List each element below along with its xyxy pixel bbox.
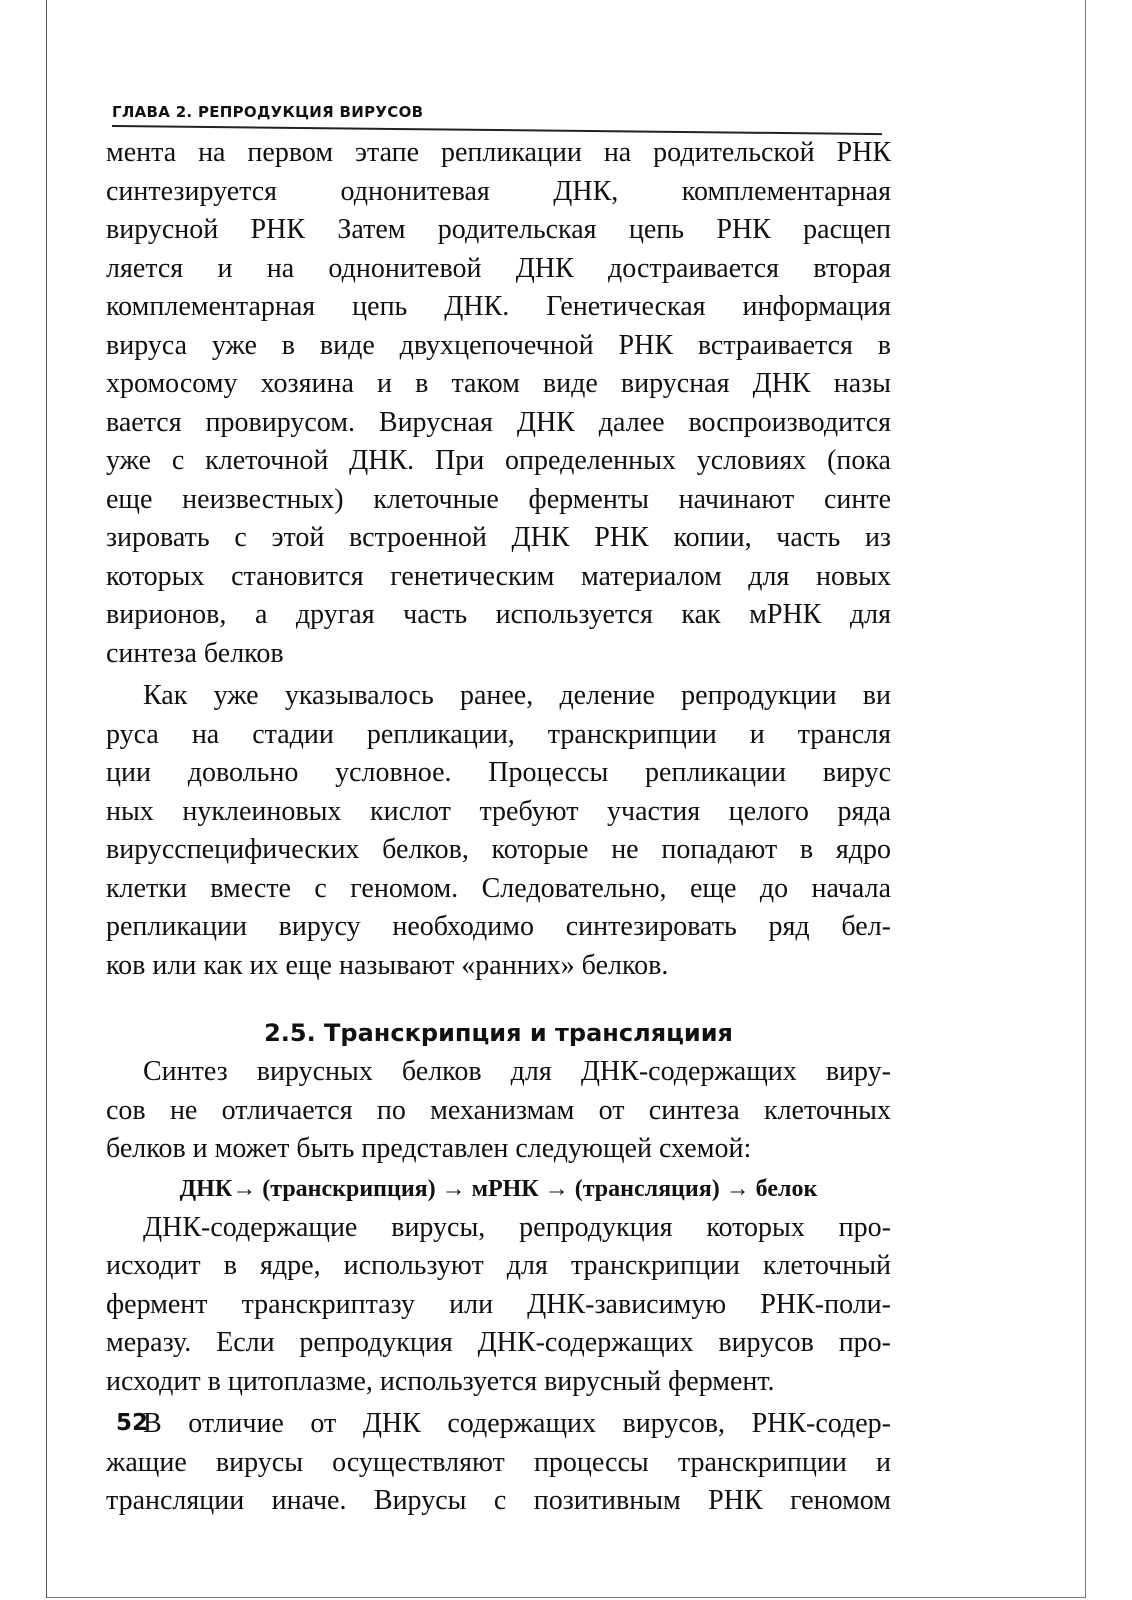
paragraph-3 bbox=[106, 1053, 891, 1169]
text-line: которых становится генетическим материалом для новых bbox=[106, 560, 891, 592]
text-line: вирусспецифических белков, которые не попадают в ядро bbox=[106, 834, 891, 865]
text-line: клетки вместе с геномом. Следовательно, еще до начала bbox=[106, 872, 891, 904]
text-line: белков и может быть представлен следующей схемой: bbox=[106, 1133, 752, 1164]
text-line: синтезируется однонитевая ДНК, комплементарная bbox=[106, 175, 891, 207]
text-line: репликации вирусу необходимо синтезировать ряд бел- bbox=[106, 911, 891, 942]
text-line: В отличие от ДНК содержащих вирусов, РНК-содер- bbox=[143, 1408, 891, 1439]
text-line: ляется и на однонитевой ДНК достраивается вторая bbox=[106, 252, 891, 284]
synthesis-scheme: ДНК→ (транскрипция) → мРНК → (трансляция) → белок bbox=[179, 1175, 818, 1202]
text-line: сов не отличается по механизмам от синтеза клеточных bbox=[106, 1094, 891, 1126]
running-head: ГЛАВА 2. РЕПРОДУКЦИЯ ВИРУСОВ bbox=[112, 103, 424, 121]
text-line: вается провирусом. Вирусная ДНК далее воспроизводится bbox=[106, 406, 891, 438]
text-line: фермент транскриптазу или ДНК-зависимую РНК-поли- bbox=[106, 1288, 891, 1320]
paragraph-1 bbox=[106, 134, 891, 673]
text-line: трансляции иначе. Вирусы с позитивным РНК геномом bbox=[106, 1485, 891, 1516]
text-line: синтеза белков bbox=[106, 637, 284, 669]
paragraph-5 bbox=[106, 1405, 891, 1521]
text-line: Синтез вирусных белков для ДНК-содержащих виру- bbox=[143, 1056, 891, 1087]
text-line: руса на стадии репликации, транскрипции и трансля bbox=[106, 718, 891, 750]
body-text bbox=[106, 134, 891, 1521]
text-line: исходит в ядре, используют для транскрипции клеточный bbox=[106, 1250, 891, 1281]
text-line: еще неизвестных) клеточные ферменты начинают синте bbox=[106, 483, 891, 515]
text-line: вирусной РНК Затем родительская цепь РНК расщеп bbox=[106, 214, 891, 245]
text-line: ных нуклеиновых кислот требуют участия целого ряда bbox=[106, 795, 891, 827]
paragraph-2 bbox=[106, 677, 891, 985]
text-line: комплементарная цепь ДНК. Генетическая информация bbox=[106, 291, 891, 322]
text-line: вируса уже в виде двухцепочечной РНК встраивается в bbox=[106, 329, 891, 361]
text-line: меразу. Если репродукция ДНК-содержащих вирусов про- bbox=[106, 1327, 891, 1358]
text-line: вирионов, а другая часть используется как мРНК для bbox=[106, 599, 891, 630]
paragraph-4 bbox=[106, 1209, 891, 1402]
text-line: ков или как их еще называют «ранних» белков. bbox=[106, 949, 669, 981]
text-line: уже с клеточной ДНК. При определенных условиях (пока bbox=[106, 445, 891, 476]
text-line: исходит в цитоплазме, используется вирусный фермент. bbox=[106, 1365, 775, 1397]
text-line: жащие вирусы осуществляют процессы транскрипции и bbox=[106, 1446, 891, 1478]
text-line: мента на первом этапе репликации на родительской РНК bbox=[106, 137, 891, 168]
text-line: ции довольно условное. Процессы репликации вирус bbox=[106, 757, 891, 788]
text-line: хромосому хозяина и в таком виде вирусная ДНК назы bbox=[106, 368, 891, 399]
page-number: 52 bbox=[116, 1410, 149, 1436]
section-title: 2.5. Транскрипция и трансляциия bbox=[264, 1019, 733, 1047]
text-line: зировать с этой встроенной ДНК РНК копии, часть из bbox=[106, 522, 891, 553]
text-line: ДНК-содержащие вирусы, репродукция которых про- bbox=[143, 1211, 891, 1243]
text-line: Как уже указывалось ранее, деление репродукции ви bbox=[143, 680, 891, 711]
